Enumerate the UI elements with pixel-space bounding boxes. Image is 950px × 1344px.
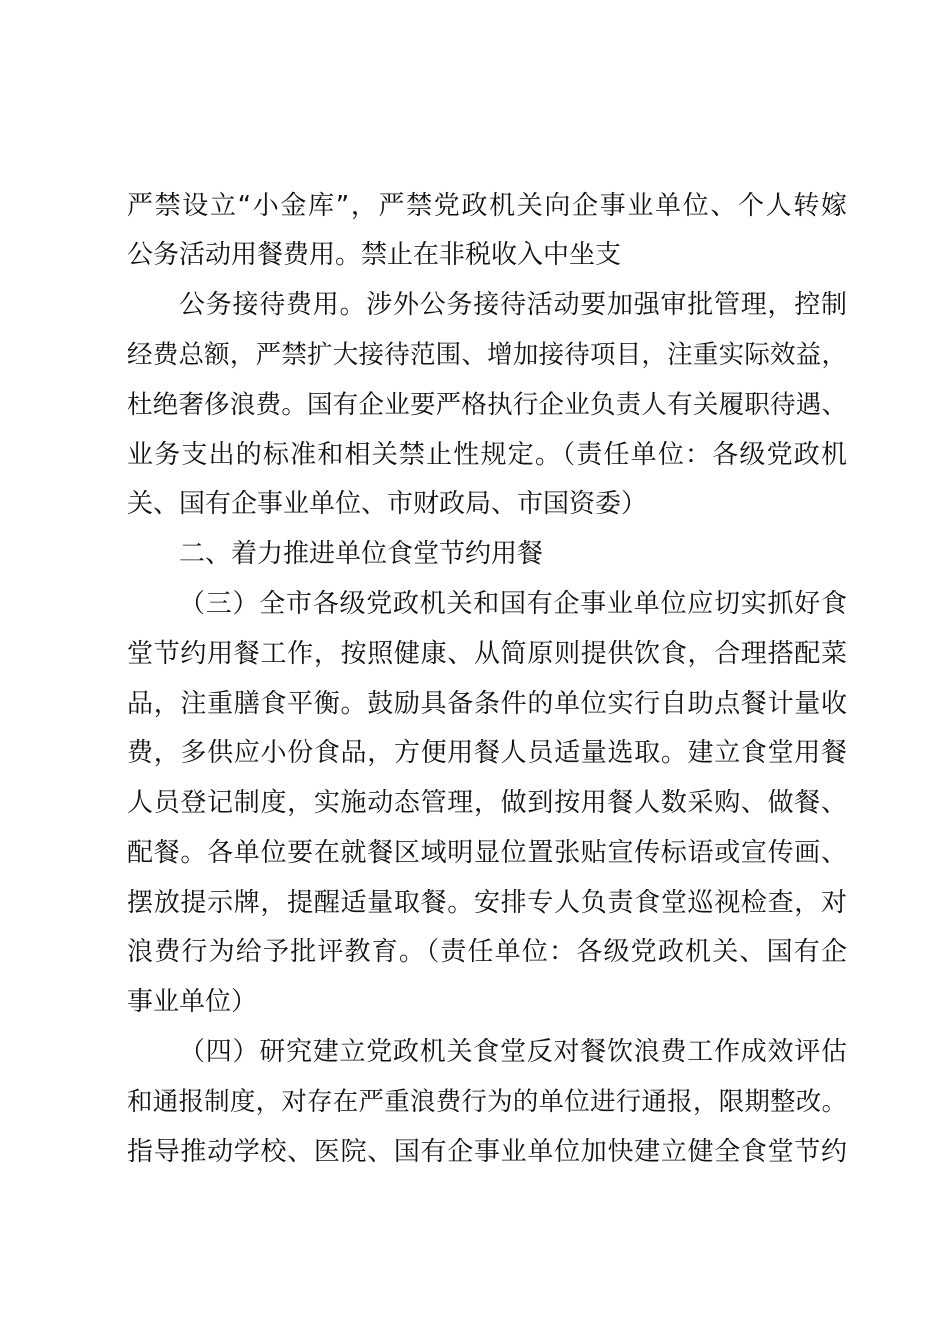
text-line-20: 指导推动学校、医院、国有企事业单位加快建立健全食堂节约 (127, 1137, 847, 1167)
text-line-2: 公务活动用餐费用。禁止在非税收入中坐支 (127, 240, 622, 270)
text-line-9: （三）全市各级党政机关和国有企事业单位应切实抓好食 (179, 589, 847, 619)
text-line-19: 和通报制度，对存在严重浪费行为的单位进行通报，限期整改。 (127, 1087, 847, 1117)
text-line-14: 配餐。各单位要在就餐区域明显位置张贴宣传标语或宣传画、 (127, 838, 847, 868)
text-line-16: 浪费行为给予批评教育。（责任单位：各级党政机关、国有企 (127, 937, 847, 967)
text-line-4: 经费总额，严禁扩大接待范围、增加接待项目，注重实际效益， (127, 340, 847, 370)
text-line-7: 关、国有企事业单位、市财政局、市国资委） (127, 489, 648, 519)
text-line-10: 堂节约用餐工作，按照健康、从简原则提供饮食，合理搭配菜 (127, 639, 847, 669)
text-line-1: 严禁设立“小金库”，严禁党政机关向企事业单位、个人转嫁 (127, 191, 847, 221)
text-line-3: 公务接待费用。涉外公务接待活动要加强审批管理，控制 (179, 290, 847, 320)
text-line-5: 杜绝奢侈浪费。国有企业要严格执行企业负责人有关履职待遇、 (127, 390, 847, 420)
text-line-6: 业务支出的标准和相关禁止性规定。（责任单位：各级党政机 (127, 440, 847, 470)
text-line-18: （四）研究建立党政机关食堂反对餐饮浪费工作成效评估 (179, 1037, 847, 1067)
text-line-13: 人员登记制度，实施动态管理，做到按用餐人数采购、做餐、 (127, 788, 847, 818)
text-line-11: 品，注重膳食平衡。鼓励具备条件的单位实行自助点餐计量收 (127, 689, 847, 719)
text-line-15: 摆放提示牌，提醒适量取餐。安排专人负责食堂巡视检查，对 (127, 888, 847, 918)
section-heading: 二、着力推进单位食堂节约用餐 (179, 539, 544, 569)
text-line-12: 费，多供应小份食品，方便用餐人员适量选取。建立食堂用餐 (127, 738, 847, 768)
text-line-17: 事业单位） (127, 987, 258, 1017)
